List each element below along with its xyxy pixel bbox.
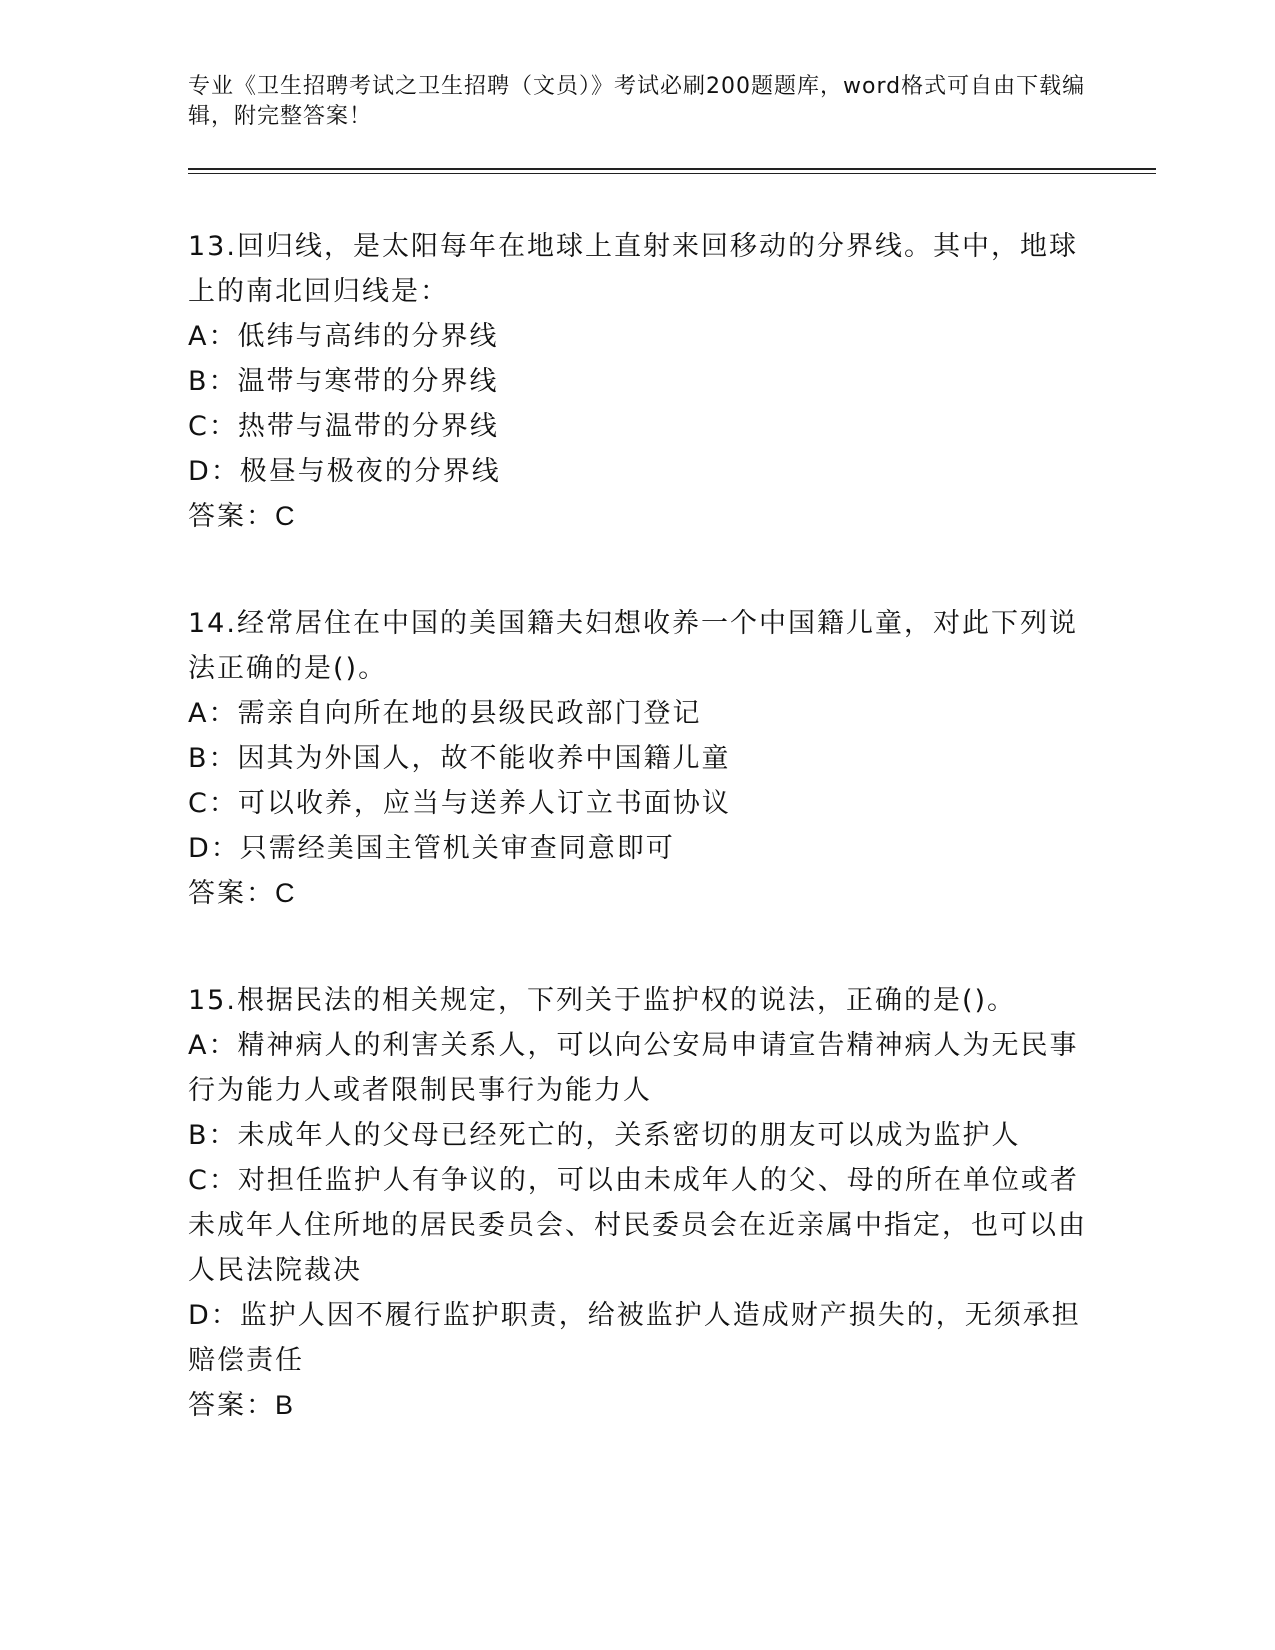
option-c: C：热带与温带的分界线 [188, 411, 499, 442]
option-c: C：可以收养，应当与送养人订立书面协议 [188, 788, 731, 819]
option-a: A：精神病人的利害关系人，可以向公安局申请宣告精神病人为无民事行为能力人或者限制民事行为能力人 [188, 1030, 1079, 1106]
option-b: B：未成年人的父母已经死亡的，关系密切的朋友可以成为监护人 [188, 1120, 1021, 1151]
question-13 [188, 224, 1088, 539]
document-page [188, 72, 1088, 1428]
question-14 [188, 601, 1088, 916]
question-stem: 15.根据民法的相关规定，下列关于监护权的说法，正确的是()。 [188, 985, 1017, 1016]
option-b: B：温带与寒带的分界线 [188, 366, 499, 397]
divider-thin-line [188, 173, 1156, 174]
header-divider [188, 168, 1156, 174]
answer: 答案：C [188, 501, 297, 531]
option-d: D：极昼与极夜的分界线 [188, 456, 501, 487]
answer: 答案：C [188, 878, 297, 908]
question-15 [188, 978, 1088, 1428]
option-d: D：监护人因不履行监护职责，给被监护人造成财产损失的，无须承担赔偿责任 [188, 1300, 1081, 1376]
question-stem: 14.经常居住在中国的美国籍夫妇想收养一个中国籍儿童，对此下列说法正确的是()。 [188, 608, 1078, 684]
option-c: C：对担任监护人有争议的，可以由未成年人的父、母的所在单位或者未成年人住所地的居民委员会、村民委员会在近亲属中指定，也可以由人民法院裁决 [188, 1165, 1087, 1286]
option-a: A：低纬与高纬的分界线 [188, 321, 499, 352]
question-stem: 13.回归线，是太阳每年在地球上直射来回移动的分界线。其中，地球上的南北回归线是： [188, 231, 1078, 307]
document-header: 专业《卫生招聘考试之卫生招聘（文员）》考试必刷200题题库，word格式可自由下载编辑，附完整答案！ [188, 74, 1086, 129]
option-b: B：因其为外国人，故不能收养中国籍儿童 [188, 743, 731, 774]
answer: 答案：B [188, 1390, 296, 1420]
option-a: A：需亲自向所在地的县级民政部门登记 [188, 698, 702, 729]
option-d: D：只需经美国主管机关审查同意即可 [188, 833, 675, 864]
divider-thick-line [188, 168, 1156, 170]
